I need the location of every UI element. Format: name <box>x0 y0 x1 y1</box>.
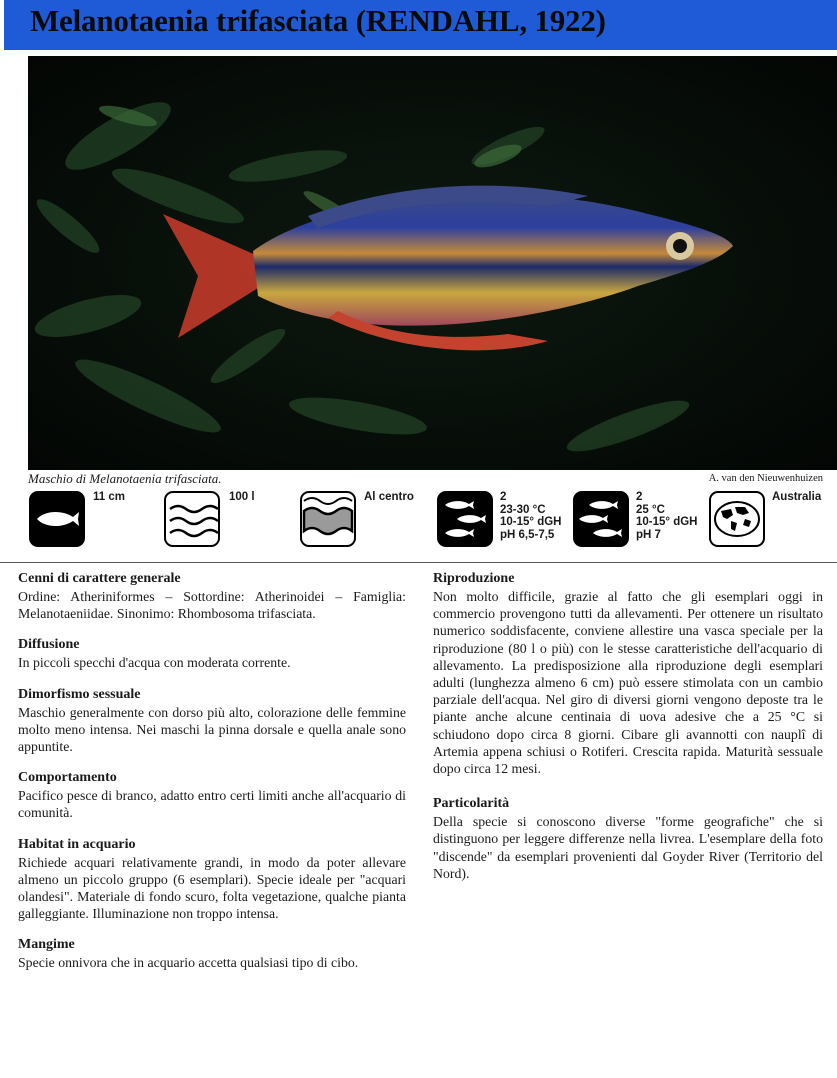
section-title: Diffusione <box>18 637 80 653</box>
origin-value: Australia <box>772 491 822 503</box>
photo-credit: A. van den Nieuwenhuizen <box>708 473 823 484</box>
section-food <box>18 936 406 971</box>
section-title: Comportamento <box>18 770 117 786</box>
section-habitat <box>18 836 406 923</box>
fish-size-icon <box>29 491 85 547</box>
section-particulars <box>433 795 823 882</box>
section-distribution <box>18 636 406 671</box>
section-divider <box>0 562 837 563</box>
fish-photo <box>28 56 837 470</box>
title-banner <box>4 0 837 50</box>
section-title: Dimorfismo sessuale <box>18 686 141 702</box>
water-values-b: 2 25 °C 10-15° dGH pH 7 <box>636 491 698 541</box>
section-title: Riproduzione <box>433 571 515 586</box>
section-body: Maschio generalmente con dorso più alto, colorazione delle femmine molto meno intensa. Nei maschi la pinna dorsale e quella anale sono appuntite. <box>18 704 406 755</box>
photo-caption: Maschio di Melanotaenia trifasciata. <box>28 471 222 486</box>
section-body: Specie onnivora che in acquario accetta qualsiasi tipo di cibo. <box>18 955 359 971</box>
swim-zone-middle-icon <box>300 491 356 547</box>
right-column <box>433 570 823 896</box>
left-column <box>18 570 406 986</box>
section-general <box>18 570 406 622</box>
section-body: Della specie si conoscono diverse "forme geografiche" che si distinguono per leggere differenze nella livrea. L'esemplare della foto "discende" da esemplari provenienti dal Goyder River (Territorio del Nord). <box>433 814 823 881</box>
section-body: Ordine: Atheriniformes – Sottordine: Atherinoidei – Famiglia: Melanotaeniidae. Sinonimo: Rhombosoma trifasciata. <box>18 589 406 622</box>
section-title: Habitat in acquario <box>18 836 136 852</box>
section-title: Particolarità <box>433 796 510 812</box>
section-body: Richiede acquari relativamente grandi, in modo da poter allevare almeno un piccolo gruppo (6 esemplari). Specie ideale per "acquari olandesi". Materiale di fondo scuro, folta vegetazione, qualche pianta galleggiante. Illuminazione non troppo intensa. <box>18 854 406 922</box>
tank-volume-icon <box>164 491 220 547</box>
section-reproduction <box>433 570 823 777</box>
section-body: In piccoli specchi d'acqua con moderata corrente. <box>18 655 291 671</box>
section-dimorphism <box>18 686 406 756</box>
world-map-icon <box>709 491 765 547</box>
page-title: Melanotaenia trifasciata (RENDAHL, 1922) <box>30 3 606 38</box>
section-behaviour <box>18 769 406 821</box>
section-body: Non molto difficile, grazie al fatto che gli esemplari oggi in commercio provengono tutti da allevamenti. Per ottenere un risultato numerico soddisfacente, conviene allestire una vasca speciale per la riproduzione (80 l o più) con le stesse caratteristiche dell'acquario di allevamento. La predisposizione alla riproduzione degli esemplari adulti (lunghezza almeno 6 cm) può essere stimolata con un cambio parziale dell'acqua. Nel giro di diversi giorni vengono deposte tra le piante anche alcune centinaia di uova adesive che a 25 °C si schiudono dopo circa 8 giorni. Cibare gli avannotti con nauplî di Artemia appena schiusi o Rotiferi. Crescita rapida. Maturità sessuale dopo circa 12 mesi. <box>433 589 823 777</box>
water-values-a: 2 23-30 °C 10-15° dGH pH 6,5-7,5 <box>500 491 562 541</box>
water-school-icon <box>437 491 493 547</box>
size-value: 11 cm <box>93 491 125 503</box>
section-title: Mangime <box>18 937 75 953</box>
section-body: Pacifico pesce di branco, adatto entro certi limiti anche all'acquario di comunità. <box>18 788 406 821</box>
volume-value: 100 l <box>229 491 255 503</box>
breeding-water-icon <box>573 491 629 547</box>
section-title: Cenni di carattere generale <box>18 571 181 586</box>
swim-zone-value: Al centro <box>364 491 414 503</box>
